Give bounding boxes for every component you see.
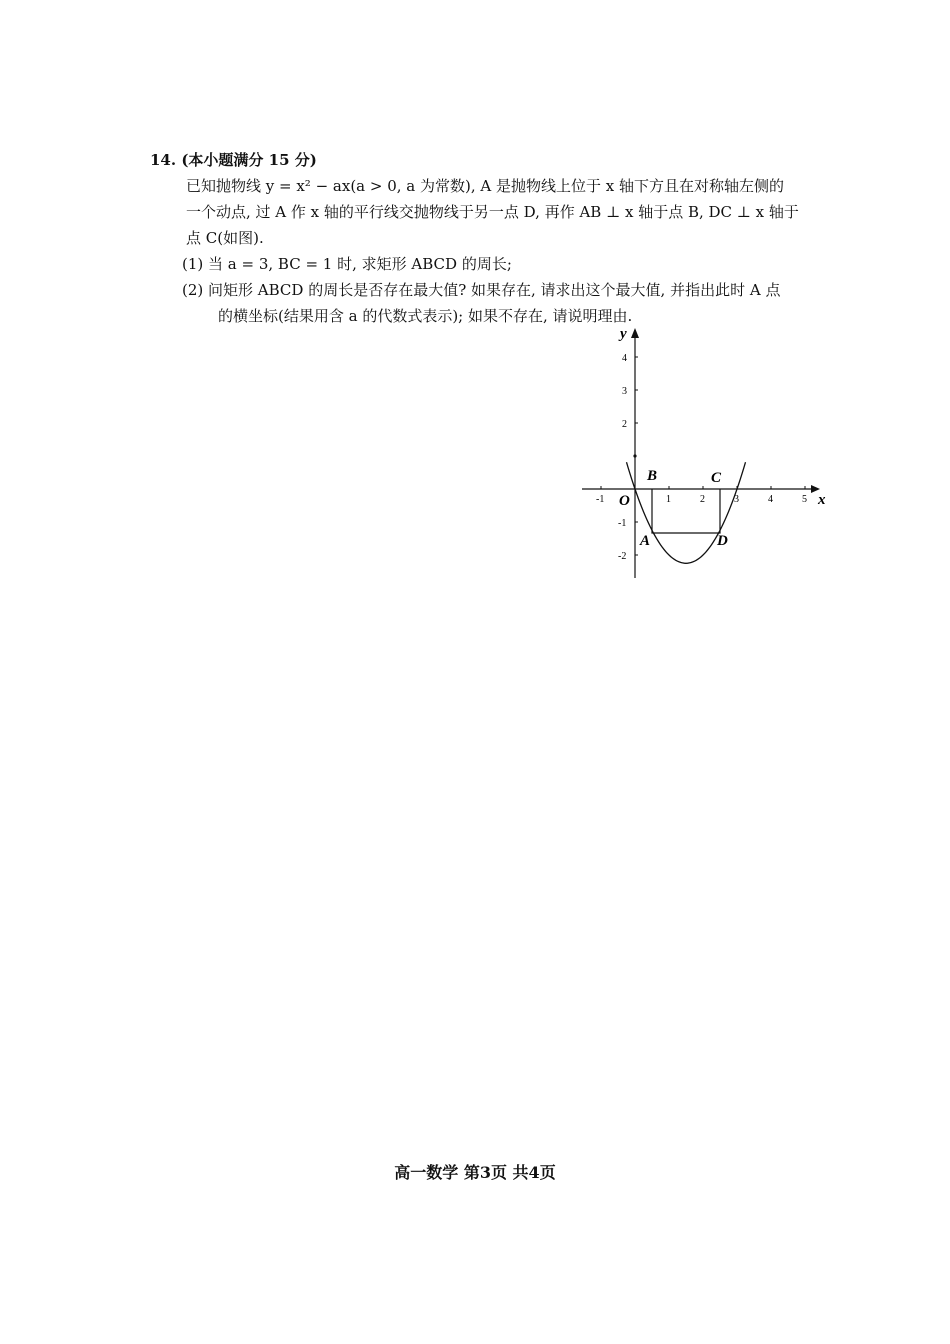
x-tick-label: 3 [734, 494, 739, 505]
y-tick-label: -1 [618, 518, 627, 529]
rectangle-abcd [652, 489, 720, 533]
point-a-label: A [640, 533, 651, 549]
x-axis-label: x [818, 492, 826, 508]
problem-stem-line-1: 已知抛物线 y = x² − ax(a > 0, a 为常数), A 是抛物线上位于 x 轴下方且在对称轴左侧的 [186, 177, 785, 195]
point-c-label: C [711, 470, 722, 486]
problem-14 [150, 147, 846, 329]
y-axis-arrow [631, 328, 639, 338]
problem-part-1: (1) 当 a = 3, BC = 1 时, 求矩形 ABCD 的周长; [182, 255, 512, 273]
y-tick-label: -2 [618, 551, 627, 562]
x-tick-label: 5 [802, 494, 807, 505]
x-tick-label: -1 [596, 494, 605, 505]
y-axis-label: y [620, 326, 627, 342]
problem-stem-line-3: 点 C(如图). [186, 229, 264, 247]
problem-part-2-line-1: (2) 问矩形 ABCD 的周长是否存在最大值? 如果存在, 请求出这个最大值, 并指出此时 A 点 [182, 281, 781, 299]
problem-stem-line-2: 一个动点, 过 A 作 x 轴的平行线交抛物线于另一点 D, 再作 AB ⊥ x 轴于点 B, DC ⊥ x 轴于 [186, 203, 799, 221]
parabola-graph [578, 322, 828, 582]
y-tick-label: 2 [622, 419, 627, 430]
y-tick-label: 3 [622, 386, 627, 397]
parabola-figure [578, 322, 828, 582]
x-tick-label: 2 [700, 494, 705, 505]
origin-label: O [619, 493, 630, 509]
problem-header: 14. (本小题满分 15 分) [150, 151, 317, 169]
page-footer: 高一数学 第3页 共4页 [394, 1163, 556, 1182]
x-tick-label: 4 [768, 494, 773, 505]
point-d-label: D [717, 533, 728, 549]
problem-part-2-line-2: 的横坐标(结果用含 a 的代数式表示); 如果不存在, 请说明理由. [218, 307, 633, 325]
x-tick-label: 1 [666, 494, 671, 505]
point-b-label: B [647, 468, 658, 484]
y-tick-label: 4 [622, 353, 627, 364]
